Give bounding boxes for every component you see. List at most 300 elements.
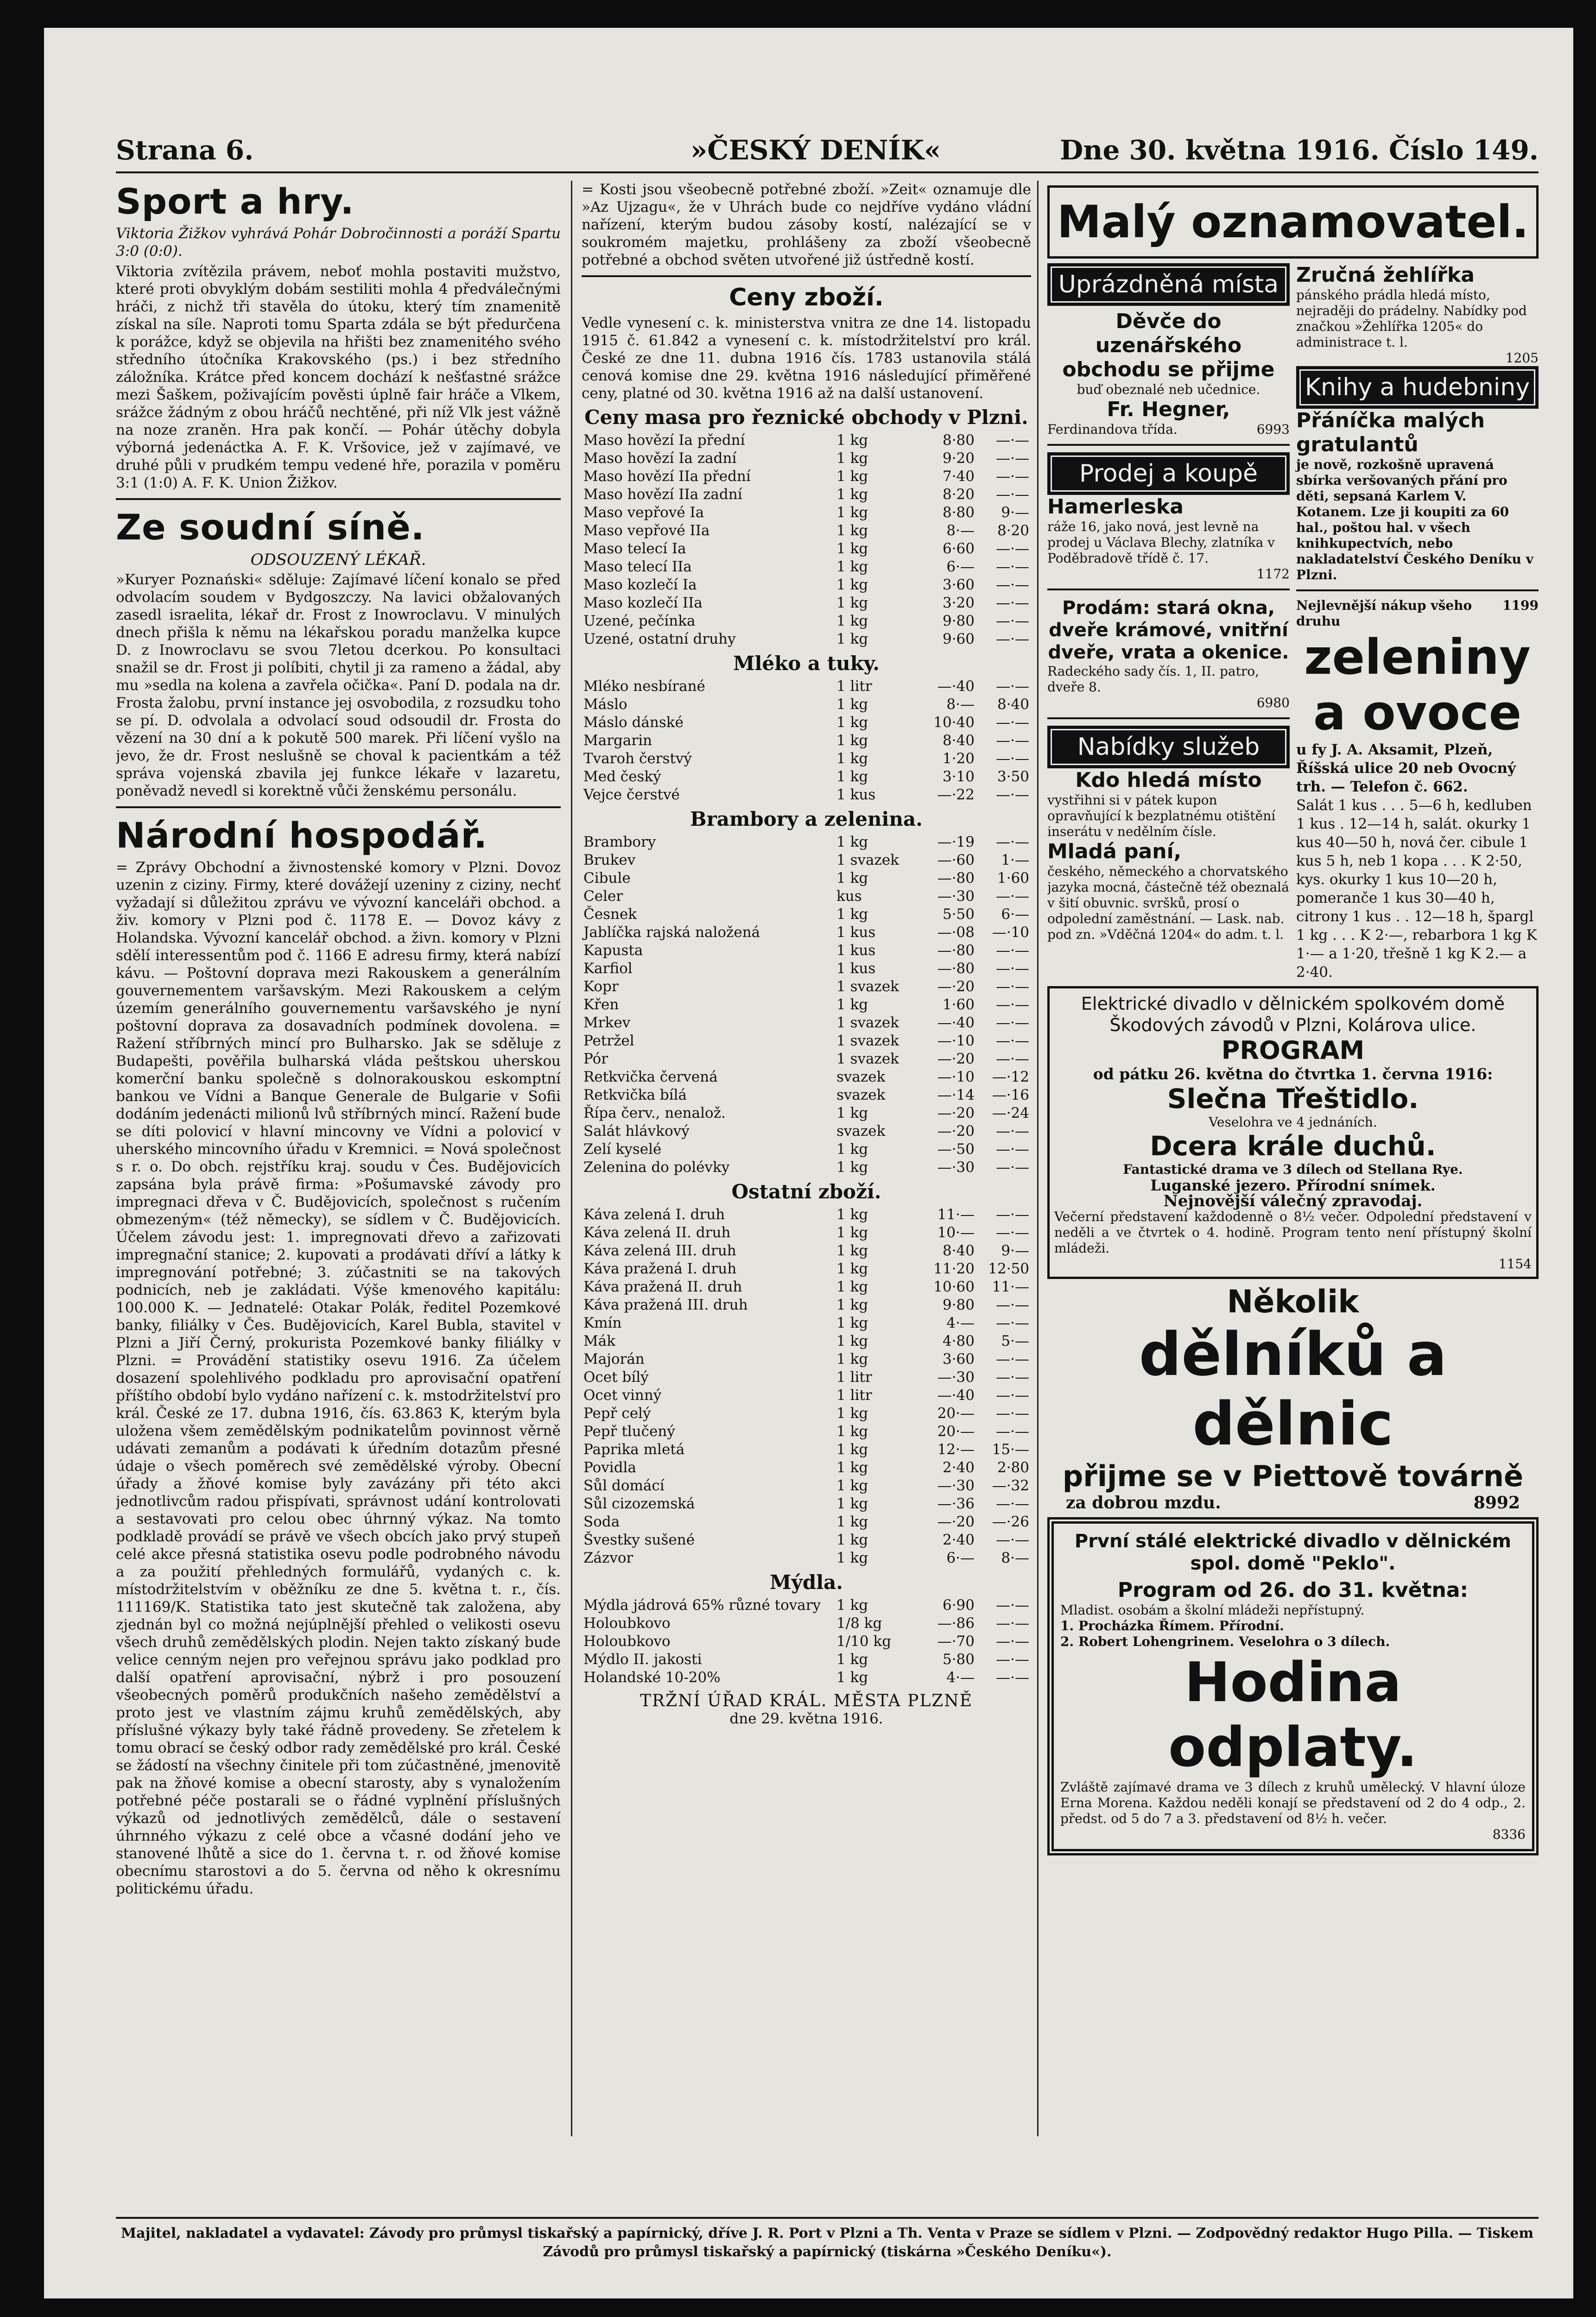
price-row [582,696,1031,714]
price-from: —·20 [937,1105,975,1121]
economy-article: = Zprávy Obchodní a živnostenské komory v Plzni. Dovoz uzenin z ciziny. Firmy, které dovážejí uzeniny z ciziny, nechť vyžadají si důležitou zprávu ve vývozní kanceláři obchod. a živ. komory v Plzni pod č. 1178 E. — Dovoz kávy z Holandska. Vývozní kancelář obchod. a živn. komory v Plzni sdělí interessentům pod č. 1166 E adresu firmy, která nabízí kávu. — Poštovní doprava mezi Rakouskem a generálním gouvernementem varšavským. Mezi Rakouskem a celým územím generálního gouvernementu varšavského je nyní poštovní doprava za dosavadních podmínek dovolena. = Ražení stříbrných mincí pro Bulharsko. Jak se sděluje z Budapešti, pověřila bulharská vláda peštskou uherskou komerční banku společně s dolnorakouskou eskomptní bankou ve Vídni a Banque Generale de Bulgarie v Sofii dodáním jedenácti milionů lvů stříbrných mincí. Ražení bude se díti polovicí v hlavní mincovny ve Vídni a polovicí v uherského mincovního úřadu v Kremnici. = Nová společnost s r. o. Do obch. rejstříku kraj. soudu v Čes. Budějovicích zapsána byla právě firma: »Pošumavské závody pro impregnaci dřeva v Č. Budějovicích, společnost s ručením obmezeným« (též německy), se sídlem v Č. Budějovicích. Účelem závodu jest: 1. impregnovati dřevo a zařizovati impregnační stanice; 2. kupovati a prodávati dříví a látky k impregnování potřebné; 3. zúčastniti se na takových podnicích, neb je zakládati. Výše kmenového kapitálu: 100.000 K. — Jednatelé: Otakar Polák, ředitel Pozemkové banky, filiálky v Čes. Budějovicích, Karel Bubla, stavitel v Plzni a Jiří Černý, prokurista Pozemkové banky filiálky v Plzni. = Provádění statistiky osevu 1916. Za účelem dosazení spolehlivého podkladu pro aprovisační opatření příštího období bylo vydáno nařízení c. k. mstodržitelství pro král. České ze 17. dubna 1916, čís. 63.863 K, kterým byla uložena všem zemědělským podnikatelům povinnost věrně udávati zemanům a podávati k úředním dotazům přesné údaje o všech poměrech své zemědělské výroby. Obecní úřady a žňové komise byly zavázány při této akci jednotlivcům radou přispívati, správnost udání kontrolovati a sestavovati pro celou obec úhrnný výkaz. Na tomto podkladě provádí se právě ve všech obcích jako prvý stupeň celé akce přesná statistika osevu podle podrobného návodu a za použití přehledných formulářů, vydaných c. k. místodržitelstvím v oběžníku ze dne 5. května t. r., čís. 111169/K. Statistika tato jest skutečně tak založena, aby zjednán byl co možná nejúplnější přehled o velikosti osevu všech druhů zemědělských plodin. Nejen takto získaný bude velice cenným nejen pro veřejnou správu jako podklad pro další opatření aprovisační, nýbrž i pro posouzení všeobecných poměrů produkčních našeho zemědělství a proto jest ve vlastním zájmu kruhů zemědělských, aby příslušné výkazy byly také řádně provedeny. Se zřetelem k tomu obrací se český odbor rady zemědělské pro král. České se žádostí na všechny činitele při tom zúčastněné, jmenovitě pak na žňové komise a obecní starosty, aby s vynaložením potřebné péče postarali se o řádné vyplnění příslušných výkazů od jednotlivých zemědělců, dále o sestavení úhrnného výkazu z celé obce a včasné dodání jeho ve stanovené lhůtě a sice do 1. června t. r. od žňové komise obecnímu starostovi a do 5. června od něho k okresnímu politickému úřadu. [116,859,561,1897]
unit: 1 kg [836,768,868,785]
price-from: —·08 [937,924,975,941]
prices-heading: Ceny zboží. [729,284,884,311]
unit: 1 kg [836,1206,868,1223]
price-row [582,942,1031,960]
unit: 1 kg [836,1477,868,1494]
price-from: 11·20 [933,1260,975,1277]
divider [1047,444,1290,446]
item-name: Uzené, ostatní druhy [583,631,736,647]
price-from: —·30 [937,888,975,905]
item-name: Med český [583,768,661,785]
ad-girl-title: Děvče do uzenářského obchodu se přijme [1062,310,1275,381]
item-name: Káva zelená II. druh [583,1224,731,1241]
ad-veg-top: Nejlevnější nákup všeho druhu 1199 [1296,598,1539,629]
unit: svazek [836,1087,886,1103]
price-from: 8·— [946,696,975,713]
price-to: —·— [996,468,1029,485]
unit: 1 kg [836,1513,868,1530]
price-from: 8·80 [942,432,975,449]
divider [1047,717,1290,719]
vegetable-price-table [582,833,1031,1177]
item-name: Káva zelená I. druh [583,1206,725,1223]
ad-veg-list: Salát 1 kus . . . 5—6 h, kedluben 1 kus . 12—14 h, salát. okurky 1 kus 40—50 h, nová čer. cibule 1 kus 5 h, neb 1 kopa . . . K 2·50, kys. okurky 1 kus 10—20 h, pomeranče 1 kus 30—40 h, citrony 1 kus . . 12—18 h, špargl 1 kg . . . K 2·—, rebarbora 1 kg K 1·— a 1·20, třešně 1 kg K 2.— a 2·40. [1296,797,1537,981]
other-goods-heading: Ostatní zboží. [731,1180,881,1203]
item-name: Retkvička červená [583,1069,718,1085]
unit: 1 svazek [836,1014,899,1031]
item-name: Mrkev [583,1014,631,1031]
item-name: Holoubkovo [583,1615,671,1632]
price-from: —·40 [937,678,975,695]
ad-windows-title: Prodám: stará okna, dveře krámové, vnitřní dveře, vrata a okenice. [1048,597,1289,663]
price-row [582,924,1031,942]
cinema-peklo-desc: Zvláště zajímavé drama ve 3 dílech z kruhů umělecký. V hlavní úloze Erna Morena. Každou neděli konají se představení od 2 do 4 odp., 2. předst. od 5 do 7 a 3. představení od 8½ h. večer. [1060,1779,1526,1826]
price-row [582,468,1031,486]
price-to: —·— [996,576,1029,593]
unit: 1 kg [836,1669,868,1686]
cinema-skoda-film3: Luganské jezero. Přírodní snímek. [1150,1177,1436,1194]
price-to: —·— [996,960,1029,977]
price-from: —·20 [937,978,975,995]
price-row [582,1386,1031,1405]
price-row [582,905,1031,924]
milk-heading: Mléko a tuky. [733,652,880,675]
price-to: 6·— [1001,906,1029,923]
soap-price-table [582,1596,1031,1687]
price-from: —·70 [937,1633,975,1650]
price-to: —·12 [992,1069,1029,1085]
price-to: 12·50 [988,1260,1029,1277]
column-middle [582,181,1031,2136]
price-from: —·14 [937,1087,975,1103]
price-from: 7·40 [942,468,975,485]
item-name: Maso vepřové Ia [583,504,704,521]
price-row [582,1531,1031,1549]
cinema-skoda-num: 1154 [1498,1256,1532,1272]
price-row [582,851,1031,869]
price-row [582,1633,1031,1651]
price-to: 9·— [1001,1242,1029,1259]
price-from: 10·— [937,1224,975,1241]
price-row [582,630,1031,648]
ad-hamer-body: ráže 16, jako nová, jest levně na prodej u Václava Blechy, zlatníka v Poděbradově třídě č. 17. [1047,519,1275,566]
price-row [582,594,1031,612]
unit: 1 kg [836,1550,868,1566]
price-from: —·10 [937,1069,975,1085]
item-name: Holoubkovo [583,1633,671,1650]
price-row [582,1441,1031,1459]
dairy-price-table [582,677,1031,804]
page-header [116,130,1539,173]
ad-iron-num: 1205 [1505,350,1539,366]
price-row [582,1206,1031,1224]
item-name: Povidla [583,1459,636,1476]
price-row [582,431,1031,449]
unit: 1 kg [836,504,868,521]
unit: 1 kg [836,613,868,629]
price-from: 1·60 [942,996,975,1013]
price-to: 11·— [992,1279,1029,1295]
item-name: Křen [583,996,619,1013]
price-from: 3·60 [942,1351,975,1367]
price-row [582,1350,1031,1368]
item-name: Maso hovězí IIa zadní [583,486,742,503]
divider [1047,589,1290,590]
item-name: Řípa červ., nenalož. [583,1105,726,1121]
price-to: —·— [996,540,1029,557]
unit: 1 kg [836,576,868,593]
price-row [582,1423,1031,1441]
unit: 1 kus [836,786,876,803]
cinema-skoda-title: Elektrické divadlo v dělnickém spolkovém domě Škodových závodů v Plzni, Kolárova ulice. [1081,994,1505,1035]
price-to: —·— [996,978,1029,995]
column-left [116,181,561,2136]
divider [116,806,561,808]
price-from: 1·20 [942,750,975,767]
price-row [582,504,1031,522]
item-name: Káva pražená III. druh [583,1297,748,1313]
unit: 1 svazek [836,852,899,868]
item-name: Káva pražená I. druh [583,1260,737,1277]
price-from: 6·— [946,558,975,575]
item-name: Cibule [583,870,631,886]
price-to: 1·60 [997,870,1029,886]
price-row [582,576,1031,594]
price-row [582,1513,1031,1531]
price-row [582,1086,1031,1104]
price-to: —·— [996,631,1029,647]
small-ads-banner: Malý oznamovatel. [1047,185,1539,259]
item-name: Brukev [583,852,636,868]
price-from: 4·— [946,1669,975,1686]
newspaper-page [44,28,1573,2298]
item-name: Sůl domácí [583,1477,665,1494]
cinema-skoda-ad [1047,986,1539,1279]
cinema-peklo-num: 8336 [1492,1827,1526,1842]
ad-girl-footer: Ferdinandova třída. 6993 [1047,422,1290,437]
unit: 1 kg [836,1441,868,1458]
price-from: 4·80 [942,1333,975,1349]
price-to: —·— [996,558,1029,575]
unit: 1 kg [836,1242,868,1259]
unit: 1 litr [836,1369,872,1386]
price-row [582,1158,1031,1177]
court-article: »Kuryer Poznański« sděluje: Zajímavé líčení konalo se před odvolacím soudem v Bydgoszczy. Na lavici obžalovaných zasedl israelita, lékař dr. Frost z Inowroclavu. V minulých dnech přišla k němu na lékařskou poradu manželka kupce D. z Inowroclavu se svou 7letou dcerkou. Po konsultaci snažil se dr. Frost ji políbiti, chytil ji za rameno a žádal, aby mu »sedla na kolena a zavřela očička«. Paní D. podala na dr. Frosta žalobu, první instance jej osvobodila, z rozsudku toho se pí. D. odvolala a odvolací soud odsoudil dr. Frosta do vězení na 30 dní a k pokutě 500 marek. Při líčení vyšlo na jevo, že dr. Frost neslušně se choval k pacientkám a též správa vojenská zbavila jej funkce lékaře v lazaretu, poněvadž nevedl si korektně vůči ženskému personálu. [116,571,561,799]
unit: 1 kg [836,1315,868,1331]
item-name: Celer [583,888,623,905]
item-name: Majorán [583,1351,645,1367]
item-name: Mýdla jádrová 65% různé tovary [583,1597,821,1614]
unit: 1 kus [836,960,876,977]
price-to: —·— [996,996,1029,1013]
price-row [582,449,1031,468]
price-to: —·— [996,1405,1029,1422]
price-from: 4·— [946,1315,975,1331]
price-to: —·— [996,1351,1029,1367]
unit: 1 svazek [836,978,899,995]
price-to: —·— [996,1651,1029,1668]
ads-columns [1047,263,1539,981]
unit: 1 kg [836,558,868,575]
price-from: —·20 [937,1051,975,1067]
unit: 1 kus [836,924,876,941]
cinema-skoda-info: Večerní představení každodenně o 8½ večer. Odpolední představení v neděli a ve čtvrtek o 4. hodině. Program tento není přístupný školní mládeži. [1054,1209,1532,1256]
price-to: —·— [996,1423,1029,1440]
court-heading: Ze soudní síně. [116,506,425,548]
ad-hamer-num: 1172 [1256,566,1290,582]
paper-content [116,130,1539,2261]
price-from: 6·— [946,1550,975,1566]
price-from: 2·40 [942,1459,975,1476]
other-goods-price-table [582,1206,1031,1567]
issue-date: Dne 30. května 1916. Číslo 149. [1059,134,1539,166]
unit: 1 kg [836,1224,868,1241]
unit: 1 kg [836,450,868,467]
price-from: —·40 [937,1387,975,1404]
unit: 1 kg [836,1333,868,1349]
item-name: Ocet bílý [583,1369,649,1386]
item-name: Maso kozlečí Ia [583,576,697,593]
price-from: 8·— [946,522,975,539]
unit: 1 kg [836,432,868,449]
masthead: »ČESKÝ DENÍK« [690,134,941,166]
price-row [582,677,1031,696]
item-name: Káva zelená III. druh [583,1242,736,1259]
court-subheading: ODSOUZENÝ LÉKAŘ. [250,551,426,569]
item-name: Salát hlávkový [583,1123,690,1140]
cinema-peklo-program: Program od 26. do 31. května: [1117,1578,1469,1602]
item-name: Zázvor [583,1550,633,1566]
cinema-skoda-film2: Dcera krále duchů. [1150,1130,1436,1162]
item-name: Sůl cizozemská [583,1495,695,1512]
price-from: —·40 [937,1014,975,1031]
item-name: Maso kozlečí IIa [583,595,703,611]
ads-subcolumn-left [1047,263,1290,981]
unit: 1 kg [836,1405,868,1422]
price-to: —·— [996,432,1029,449]
price-to: 5·— [1001,1333,1029,1349]
price-to: —·16 [992,1087,1029,1103]
item-name: Soda [583,1513,620,1530]
unit: 1 kg [836,468,868,485]
item-name: Kapusta [583,942,643,959]
price-to: —·— [996,1369,1029,1386]
price-to: —·— [996,786,1029,803]
price-from: 2·40 [942,1532,975,1548]
unit: 1 kg [836,1597,868,1614]
price-row [582,1224,1031,1242]
unit: svazek [836,1123,886,1140]
item-name: Kmín [583,1315,622,1331]
cinema-peklo-note: Mladist. osobám a školní mládeži nepřístupný. [1060,1602,1365,1618]
price-row [582,1014,1031,1032]
price-to: —·— [996,1597,1029,1614]
price-row [582,786,1031,804]
item-name: Švestky sušené [583,1532,695,1548]
sport-lead: Viktoria Žižkov vyhrává Pohár Dobročinnosti a poráží Spartu 3:0 (0:0). [116,225,561,260]
price-to: 15·— [992,1441,1029,1458]
price-row [582,887,1031,905]
price-row [582,558,1031,576]
price-from: —·50 [937,1141,975,1158]
unit: 1 kg [836,522,868,539]
price-from: —·19 [937,834,975,850]
ad-hamer-title: Hamerleska [1047,495,1184,519]
cinema-skoda-film1: Slečna Třeštidlo. [1167,1083,1419,1114]
ad-place-body: vystřihni si v pátek kupon opravňující k bezplatnému otištění inserátu v nedělním čísle. [1047,792,1276,839]
item-name: Paprika mletá [583,1441,685,1458]
price-from: —·80 [937,942,975,959]
price-row [582,1459,1031,1477]
sale-banner: Prodej a koupě [1047,452,1290,495]
ad-windows-num: 6980 [1256,695,1290,710]
ad-girl-body: buď obeznalé neb učednice. [1077,382,1260,397]
price-from: 9·60 [942,631,975,647]
price-row [582,1278,1031,1296]
price-to: —·— [996,1669,1029,1686]
prices-intro: Vedle vynesení c. k. ministerstva vnitra ze dne 14. listopadu 1915 č. 61.842 a vynesení c. k. místodržitelství pro král. České ze dne 11. dubna 1916 čís. 1783 ustanovila stálá cenová komise dne 29. května 1916 následující přiměřené ceny, platné od 30. května 1916 až na další ustanovení. [582,315,1031,402]
services-banner: Nabídky služeb [1047,726,1290,768]
item-name: Zelí kyselé [583,1141,662,1158]
price-to: —·— [996,1224,1029,1241]
price-from: —·80 [937,870,975,886]
item-name: Máslo dánské [583,714,684,731]
price-row [582,833,1031,851]
unit: 1 kg [836,1459,868,1476]
market-office-signature: TRŽNÍ ÚŘAD KRÁL. MĚSTA PLZNĚ [640,1691,973,1710]
ad-veg-big1: zeleniny [1304,629,1531,685]
price-from: 11·— [937,1206,975,1223]
workers-ad-line2: dělníků a dělnic [1139,1320,1447,1459]
ad-veg-firm: u fy J. A. Aksamit, Plzeň, Říšská ulice 20 neb Ovocný trh. — Telefon č. 662. [1296,741,1516,795]
imprint-footer: Majitel, nakladatel a vydavatel: Závody pro průmysl tiskařský a papírnický, dříve J. R. Port v Plzni a Th. Venta v Praze se sídlem v Plzni. — Zodpovědný redaktor Hugo Pilla. — Tiskem Závodů pro průmysl tiskařský a papírnický (tiskárna »Českého Deníku«). [116,2217,1539,2261]
price-row [582,714,1031,732]
price-to: 1·— [1001,852,1029,868]
price-row [582,1050,1031,1068]
price-row [582,1614,1031,1633]
unit: 1 kg [836,996,868,1013]
item-name: Retkvička bílá [583,1087,687,1103]
economy-heading: Národní hospodář. [116,815,488,856]
unit: 1 kg [836,1495,868,1512]
price-row [582,1140,1031,1158]
ad-girl-name: Fr. Hegner, [1107,398,1230,421]
price-from: —·60 [937,852,975,868]
price-row [582,1651,1031,1669]
page-number: Strana 6. [116,134,254,166]
price-row [582,1314,1031,1332]
unit: 1 kg [836,834,868,850]
ad-iron-body: pánského prádla hledá místo, nejraději do prádelny. Nabídky pod značkou »Žehlířka 1205« do administrace t. l. [1296,287,1527,350]
unit: 1/8 kg [836,1615,882,1632]
price-from: —·22 [937,786,975,803]
item-name: Pór [583,1051,608,1067]
market-office-date: dne 29. května 1916. [729,1710,883,1727]
ad-windows-body: Radeckého sady čís. 1, II. patro, dveře 8. [1047,664,1259,695]
price-to: —·— [996,750,1029,767]
unit: 1 litr [836,678,872,695]
item-name: Brambory [583,834,656,850]
cinema-skoda-program: PROGRAM [1221,1036,1365,1065]
ad-veg-big2: a ovoce [1313,684,1522,741]
unit: 1 kg [836,1351,868,1367]
unit: 1 kg [836,1651,868,1668]
cinema-skoda-dates: od pátku 26. května do čtvrtka 1. června 1916: [1093,1065,1493,1083]
unit: 1 kg [836,595,868,611]
price-row [582,978,1031,996]
item-name: Maso telecí IIa [583,558,692,575]
price-from: —·80 [937,960,975,977]
price-from: 3·10 [942,768,975,785]
ad-place-title: Kdo hledá místo [1075,768,1262,792]
books-banner: Knihy a hudebniny [1296,366,1539,409]
item-name: Česnek [583,906,637,923]
price-from: 9·80 [942,613,975,629]
item-name: Maso hovězí IIa přední [583,468,751,485]
unit: 1 kg [836,1105,868,1121]
price-from: 9·80 [942,1297,975,1313]
item-name: Petržel [583,1032,634,1049]
price-row [582,960,1031,978]
price-to: —·— [996,1495,1029,1512]
cinema-skoda-film4: Nejnovější válečný zpravodaj. [1163,1192,1423,1210]
price-to: —·— [996,1387,1029,1404]
price-row [582,732,1031,750]
cinema-peklo-ad [1047,1517,1539,1855]
item-name: Mák [583,1333,616,1349]
vacancies-banner: Uprázdněná místa [1047,263,1290,306]
price-row [582,1104,1031,1122]
item-name: Jablíčka rajská naložená [583,924,760,941]
unit: 1 kg [836,732,868,749]
price-from: —·30 [937,1369,975,1386]
cinema-skoda-film2-desc: Fantastické drama ve 3 dílech od Stellana Rye. [1123,1162,1463,1177]
item-name: Karfiol [583,960,633,977]
item-name: Maso hovězí Ia zadní [583,450,737,467]
divider [116,498,561,500]
unit: 1 kg [836,1141,868,1158]
price-row [582,1296,1031,1314]
price-to: —·— [996,486,1029,503]
price-to: —·— [996,595,1029,611]
price-from: —·36 [937,1495,975,1512]
sport-article: Viktoria zvítězila právem, neboť mohla postaviti mužstvo, které proti obvyklým dobám sestiliti mohla 4 předválečnými hráči, z nichž tři stavěla do útoku, který tím znamenitě získal na síle. Naproti tomu Sparta zdála se být předurčena k porážce, když se objevila na hřišti bez znamenitého svého středního útočníka Krakovského (ps.) i bez středního záložníka. Krátce před koncem dochází k nešťastné srážce mezi Šaškem, poživajícím pověsti úplně fair hráče a Vlkem, srážce žádným z obou hráčů nechtěné, při níž Vlk jest vážně na noze zraněn. Hra pak končí. — Pohár útěchy dobyla výborná jedenáctka A. F. K. Vršovice, jež v zajímavé, ve druhé půli v prudkém tempu vedené hře, porazila v poměru 3:1 (1:0) A. F. K. Union Žižkov. [116,263,561,491]
price-to: —·— [996,714,1029,731]
price-to: —·— [996,1123,1029,1140]
unit: 1 svazek [836,1032,899,1049]
price-to: —·— [996,942,1029,959]
price-to: —·— [996,1032,1029,1049]
price-to: 8·40 [997,696,1029,713]
price-to: 8·20 [997,522,1029,539]
column-rule [1037,181,1039,2136]
price-row [582,1068,1031,1086]
item-name: Holandské 10-20% [583,1669,721,1686]
unit: 1 kg [836,1297,868,1313]
price-to: —·26 [992,1513,1029,1530]
price-row [582,1477,1031,1495]
item-name: Zelenina do polévky [583,1159,730,1176]
price-from: 5·50 [942,906,975,923]
unit: kus [836,888,862,905]
price-row [582,612,1031,630]
item-name: Vejce čerstvé [583,786,680,803]
item-name: Uzené, pečínka [583,613,696,629]
price-to: —·— [996,450,1029,467]
ads-subcolumn-right [1296,263,1539,981]
price-row [582,1260,1031,1278]
